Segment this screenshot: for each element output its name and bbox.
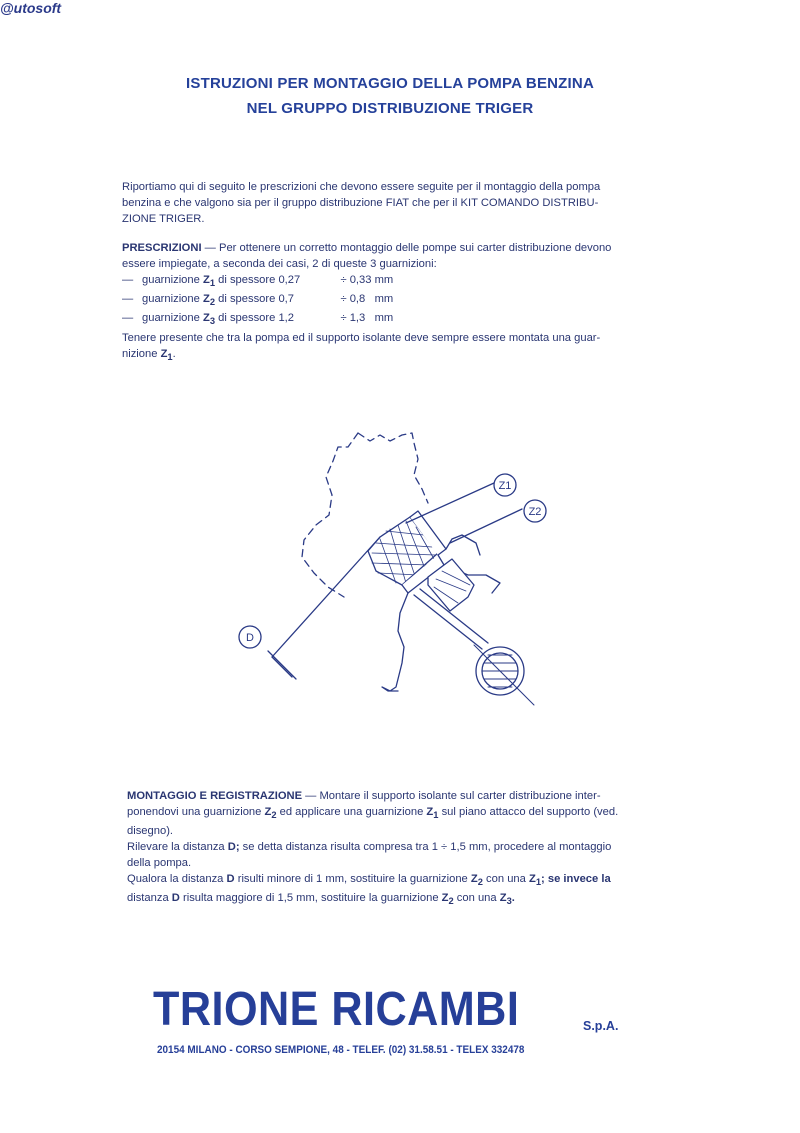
pump-mounting-diagram xyxy=(230,425,560,715)
gasket-unit: mm xyxy=(374,293,394,306)
note-line: Tenere presente che tra la pompa ed il supporto isolante deve sempre essere montata una guar- xyxy=(122,331,601,344)
montaggio-text: Rilevare la distanza xyxy=(127,841,228,854)
gasket-sub: 2 xyxy=(448,896,454,907)
gasket-label: guarnizione xyxy=(142,293,200,306)
leader-z2 xyxy=(450,509,522,543)
gasket-code: Z xyxy=(441,892,449,905)
montaggio-text: sul piano attacco del supporto (ved. xyxy=(438,806,619,818)
montaggio-line: disegno). xyxy=(127,825,174,838)
intro-paragraph xyxy=(122,179,670,227)
label-z2: Z2 xyxy=(528,506,542,518)
carter-top xyxy=(446,535,480,555)
montaggio-text: risulta maggiore di 1,5 mm, sostituire la guarnizione xyxy=(179,892,442,905)
company-address: 20154 MILANO - CORSO SEMPIONE, 48 - TELEF. (02) 31.58.51 - TELEX 332478 xyxy=(157,1044,525,1056)
montaggio-line: della pompa. xyxy=(127,857,192,870)
montaggio-text: con una xyxy=(453,892,500,905)
note-end: . xyxy=(172,347,176,360)
gasket-item xyxy=(122,310,670,329)
montaggio-text: con una xyxy=(482,873,529,886)
gasket-spessore: di spessore xyxy=(218,274,276,286)
gasket-spessore: di spessore xyxy=(218,312,276,325)
title-line-1: ISTRUZIONI PER MONTAGGIO DELLA POMPA BENZINA xyxy=(186,75,594,92)
gasket-max: 0,33 xyxy=(349,274,372,286)
distance-d: D xyxy=(171,892,180,905)
gasket-code: Z xyxy=(499,892,507,905)
note-line xyxy=(122,346,670,365)
montaggio-text: ponendovi una guarnizione xyxy=(127,806,265,818)
prescrizioni-intro xyxy=(122,240,670,256)
gasket-sep: ÷ xyxy=(340,274,347,286)
watermark: @utosoft xyxy=(0,0,62,16)
intro-line: Riportiamo qui di seguito le prescrizioni che devono essere seguite per il montaggio della pompa xyxy=(122,181,601,193)
gasket-sub: 3 xyxy=(506,896,512,907)
distance-d: D; xyxy=(227,841,240,854)
intro-line: benzina e che valgono sia per il gruppo distribuzione FIAT che per il KIT COMANDO DISTRIBU- xyxy=(122,197,599,209)
gasket-label: guarnizione xyxy=(142,312,200,325)
gasket-item xyxy=(122,272,670,291)
note-sub: 1 xyxy=(167,351,173,362)
list-dash: — xyxy=(122,312,134,325)
gasket-code: Z xyxy=(426,806,434,818)
montaggio-text: se detta distanza risulta compresa tra 1 ÷ 1,5 mm, procedere al montaggio xyxy=(239,841,612,854)
gasket-sub: 3 xyxy=(209,316,216,327)
montaggio-line xyxy=(127,804,672,823)
gasket-sub: 1 xyxy=(433,810,439,821)
prescrizioni-intro-line2: essere impiegate, a seconda dei casi, 2 di queste 3 guarnizioni: xyxy=(122,258,437,270)
gasket-item xyxy=(122,291,670,310)
gasket-sub: 2 xyxy=(209,297,216,308)
gasket-sub: 1 xyxy=(535,877,542,888)
montaggio-text: ; se invece la xyxy=(541,873,611,886)
label-z1: Z1 xyxy=(498,480,512,492)
gasket-min: 0,7 xyxy=(278,293,295,306)
gasket-min: 0,27 xyxy=(278,274,301,286)
gasket-code: Z xyxy=(470,873,478,886)
gasket-min: 1,2 xyxy=(278,312,295,325)
list-dash: — xyxy=(122,274,134,286)
prescrizioni-heading: PRESCRIZIONI xyxy=(122,242,202,254)
note-code: Z xyxy=(160,347,168,360)
prescrizioni-intro-text: — Per ottenere un corretto montaggio delle pompe sui carter distribuzione devono xyxy=(201,242,612,254)
carter-edge xyxy=(382,593,408,691)
gasket-max: 1,3 xyxy=(349,312,366,325)
gasket-unit: mm xyxy=(374,312,394,325)
montaggio-text: ed applicare una guarnizione xyxy=(276,806,427,818)
gasket-code: Z xyxy=(202,293,210,306)
dimension-line-d xyxy=(272,537,380,657)
montaggio-heading: MONTAGGIO E REGISTRAZIONE xyxy=(127,790,303,802)
gasket-sub: 2 xyxy=(477,877,483,888)
brand-name: TRIONE RICAMBI xyxy=(153,983,520,1036)
montaggio-text: Qualora la distanza xyxy=(127,873,227,886)
prescrizioni-section xyxy=(122,240,670,365)
gasket-code: Z xyxy=(202,312,210,325)
gasket-code: Z xyxy=(528,873,536,886)
list-dash: — xyxy=(122,293,134,306)
gasket-max: 0,8 xyxy=(349,293,366,306)
gasket-code: Z xyxy=(264,806,272,818)
gasket-sub: 2 xyxy=(271,810,277,821)
title-line-2: NEL GRUPPO DISTRIBUZIONE TRIGER xyxy=(246,100,534,117)
montaggio-text: — Montare il supporto isolante sul carter distribuzione inter- xyxy=(302,790,601,802)
brand-suffix: S.p.A. xyxy=(583,1019,619,1033)
gasket-spessore: di spessore xyxy=(218,293,276,306)
leader-z1 xyxy=(406,483,494,523)
note-text: nizione xyxy=(122,347,161,360)
gasket-label: guarnizione xyxy=(142,274,200,286)
montaggio-line xyxy=(127,871,672,890)
gasket-sep: ÷ xyxy=(340,293,347,306)
montaggio-text: . xyxy=(511,892,515,905)
distance-d: D xyxy=(226,873,235,886)
intro-line: ZIONE TRIGER. xyxy=(122,213,205,225)
gasket-unit: mm xyxy=(374,274,394,286)
montaggio-text: risulti minore di 1 mm, sostituire la guarnizione xyxy=(234,873,471,886)
gasket-sub: 1 xyxy=(209,278,216,289)
gasket-sep: ÷ xyxy=(340,312,347,325)
gasket-list xyxy=(122,272,670,330)
montaggio-section xyxy=(127,788,672,910)
montaggio-text: distanza xyxy=(127,892,172,905)
montaggio-line xyxy=(127,839,672,855)
montaggio-line xyxy=(127,788,672,804)
gasket-code: Z xyxy=(202,274,210,286)
label-d: D xyxy=(246,632,254,644)
montaggio-line xyxy=(127,890,672,909)
